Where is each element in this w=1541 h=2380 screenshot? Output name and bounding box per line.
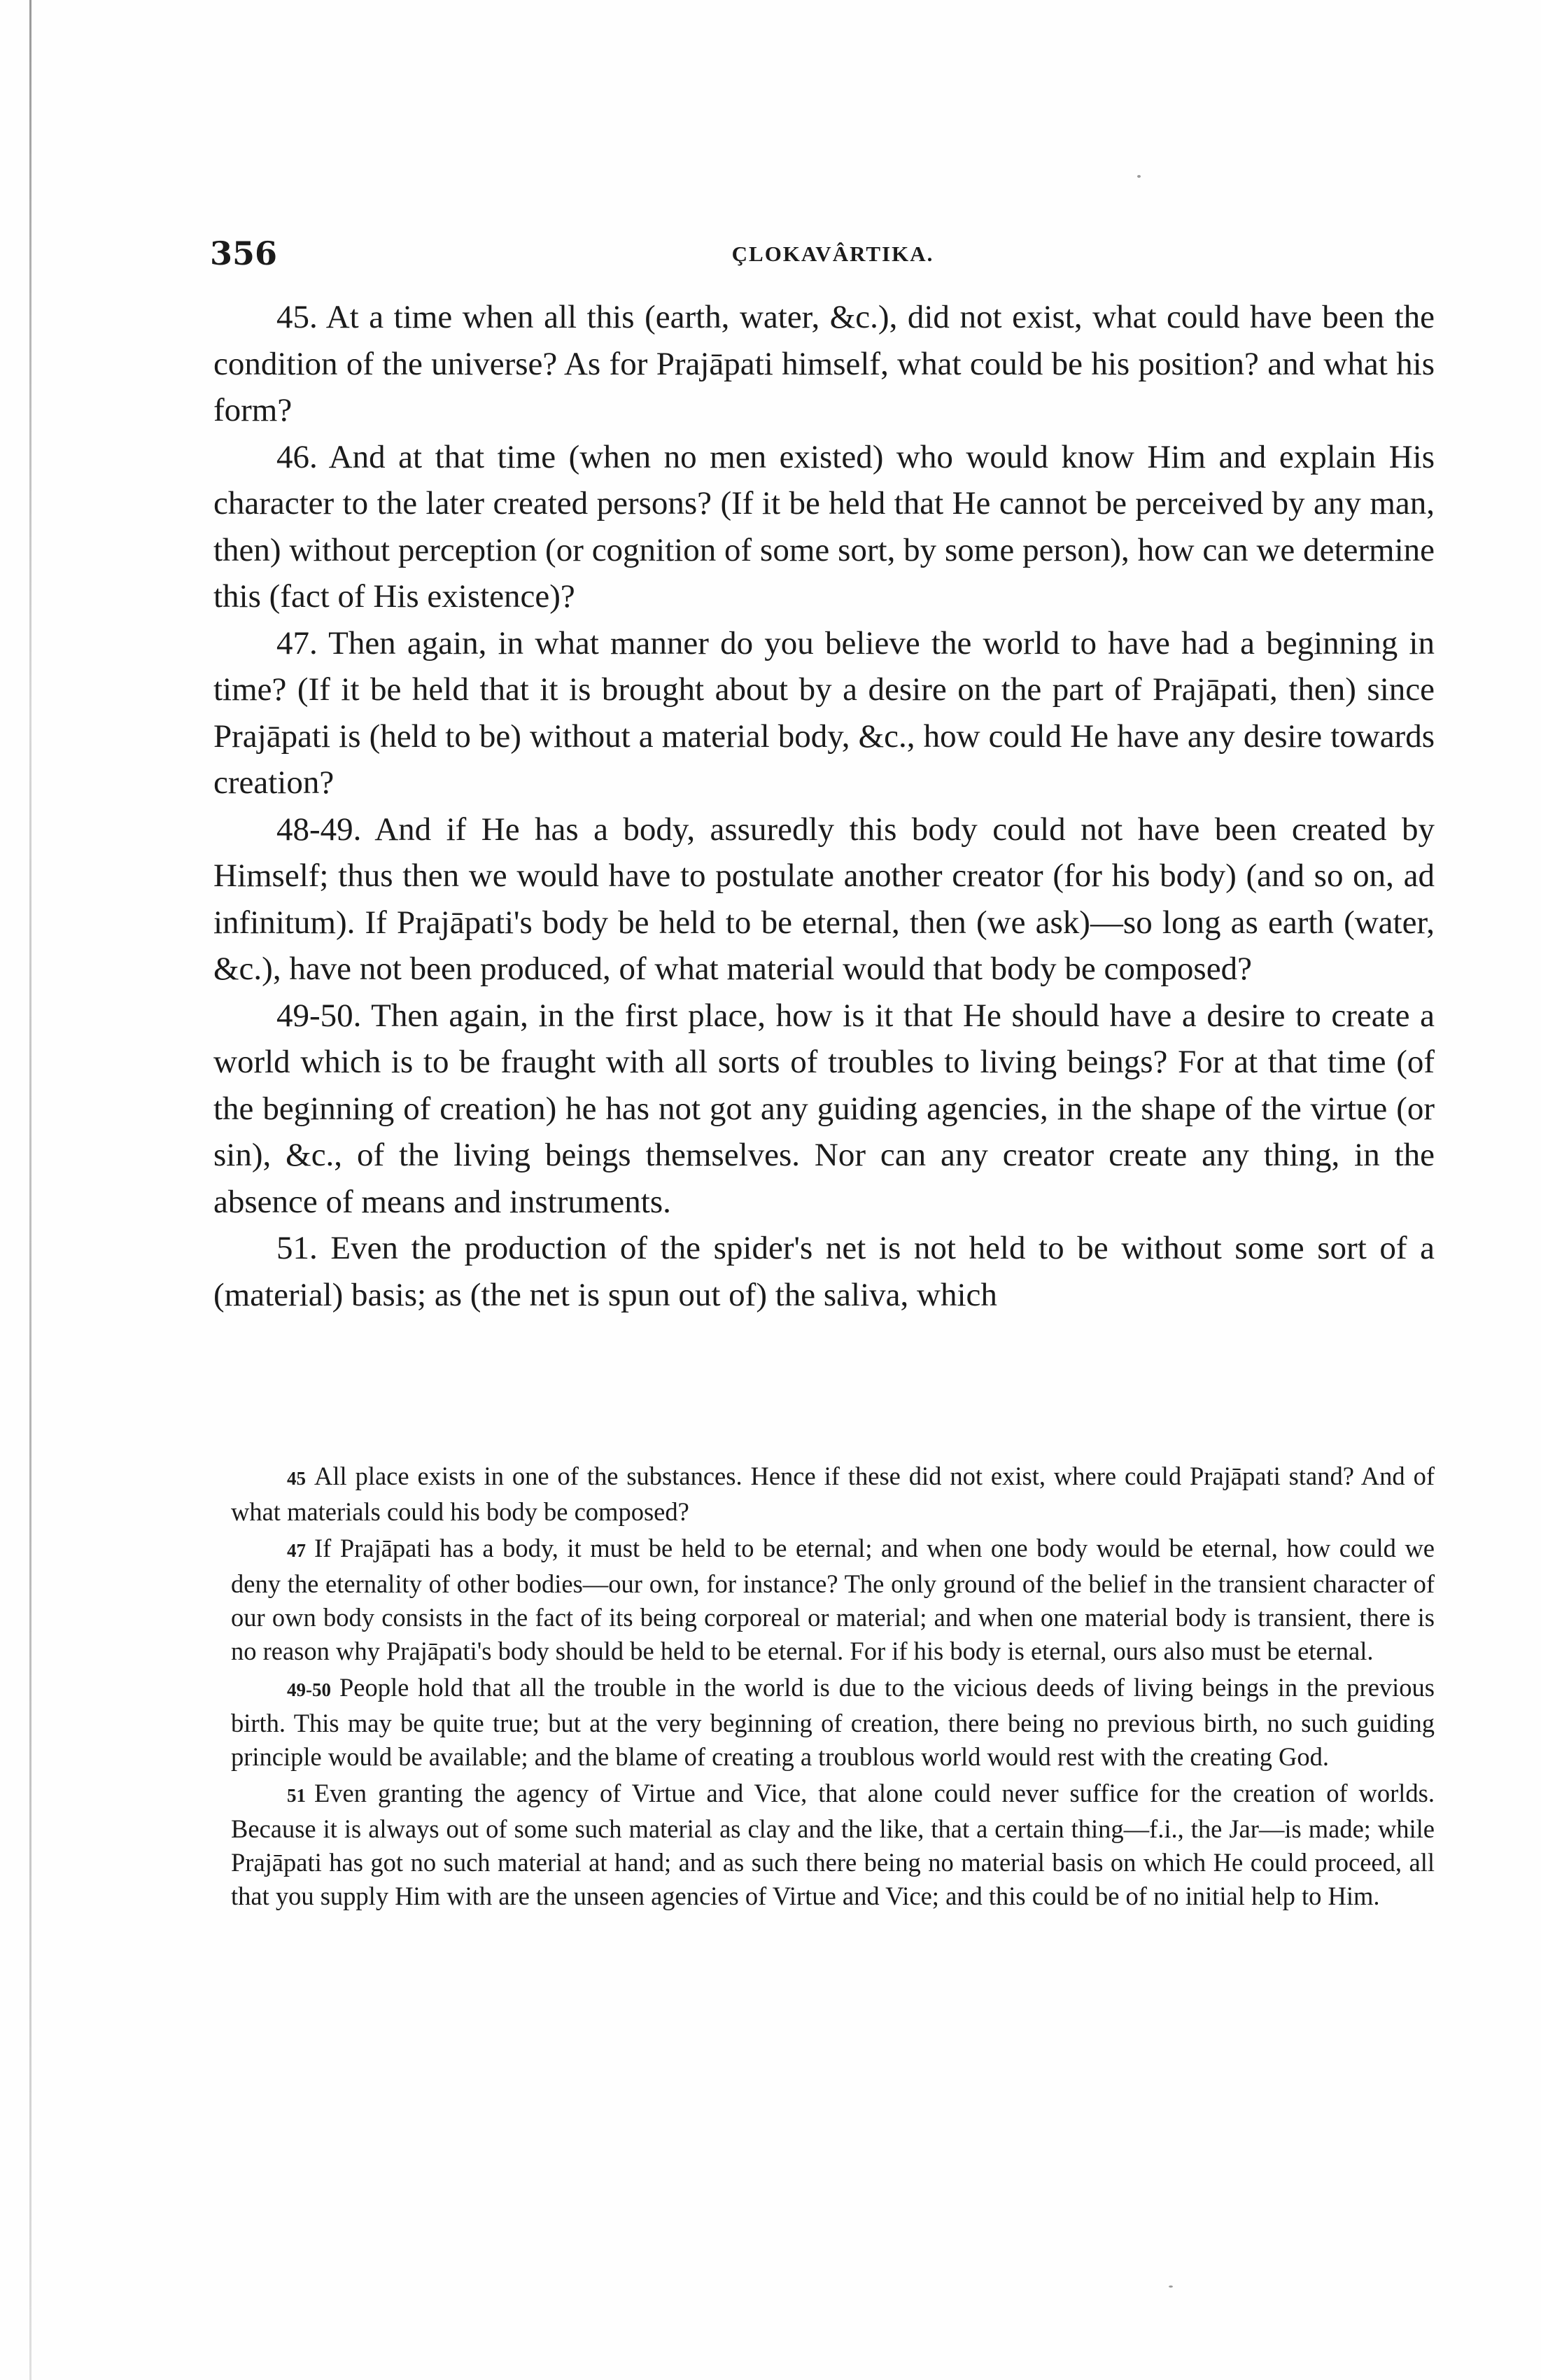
running-title: ÇLOKAVÂRTIKA. [731,241,934,266]
footnote-number: 49-50 [287,1679,331,1700]
footnote-number: 45 [287,1468,306,1489]
footnote-number: 51 [287,1785,306,1806]
verse-45: 45. At a time when all this (earth, water, &c.), did not exist, what could have been the condition of the universe? As for Prajāpati himself, what could be his position? and what his form? [213,299,1435,428]
footnote-45 [231,1460,1435,1529]
footnote-49-50 [231,1671,1435,1774]
footnote-text: Even granting the agency of Virtue and Vice, that alone could never suffice for the creation of worlds. Because it is always out of some such material as clay and the like, that a certain thing—f.i., the Jar—is made; while Prajāpati has got no such material at hand; and as such there being no material basis on which He could proceed, all that you supply Him with are the unseen agencies of Virtue and Vice; and this could be of no initial help to Him. [231,1779,1435,1910]
running-head [210,234,1456,276]
footnote-47 [231,1532,1435,1668]
footnote-51 [231,1777,1435,1913]
footnote-text: All place exists in one of the substances. Hence if these did not exist, where could Prajāpati stand? And of what materials could his body be composed? [231,1462,1435,1526]
verse-51: 51. Even the production of the spider's net is not held to be without some sort of a (material) basis; as (the net is spun out of) the saliva, which [213,1230,1435,1313]
scan-binding-edge [29,0,31,2380]
verse-47: 47. Then again, in what manner do you believe the world to have had a beginning in time? (If it be held that it is brought about by a desire on the part of Prajāpati, then) since Prajāpati is (held to be) without a material body, &c., how could He have any desire towards creation? [213,624,1435,801]
scan-speck [1137,175,1141,178]
verse-48-49: 48-49. And if He has a body, assuredly this body could not have been created by Himself; thus then we would have to postulate another creator (for his body) (and so on, ad infinitum). If Prajāpati's body be held to be eternal, then (we ask)—so long as earth (water, &c.), have not been produced, of what material would that body be composed? [213,811,1435,987]
footnotes [231,1460,1435,1916]
page-number: 356 [210,234,278,272]
verse-46: 46. And at that time (when no men existed) who would know Him and explain His character to the later created persons? (If it be held that He cannot be perceived by any man, then) without perception (or cognition of some sort, by some person), how can we determine this (fact of His existence)? [213,438,1435,615]
footnote-text: People hold that all the trouble in the world is due to the vicious deeds of living beings in the previous birth. This may be quite true; but at the very beginning of creation, there being no previous birth, no such guiding principle would be available; and the blame of creating a troublous world would rest with the creating God. [231,1673,1435,1771]
verse-49-50: 49-50. Then again, in the first place, how is it that He should have a desire to create a world which is to be fraught with all sorts of troubles to living beings? For at that time (of the beginning of creation) he has not got any guiding agencies, in the shape of the virtue (or sin), &c., of the living beings themselves. Nor can any creator create any thing, in the absence of means and instruments. [213,997,1435,1220]
footnote-number: 47 [287,1540,306,1561]
main-text [213,294,1435,1318]
footnote-text: If Prajāpati has a body, it must be held to be eternal; and when one body would be eternal, how could we deny the eternality of other bodies—our own, for instance? The only ground of the belief in the transient character of our own body consists in the fact of its being corporeal or material; and when one material body is transient, there is no reason why Prajāpati's body should be held to be eternal. For if his body is eternal, ours also must be eternal. [231,1534,1435,1665]
scan-speck [1169,2286,1173,2288]
